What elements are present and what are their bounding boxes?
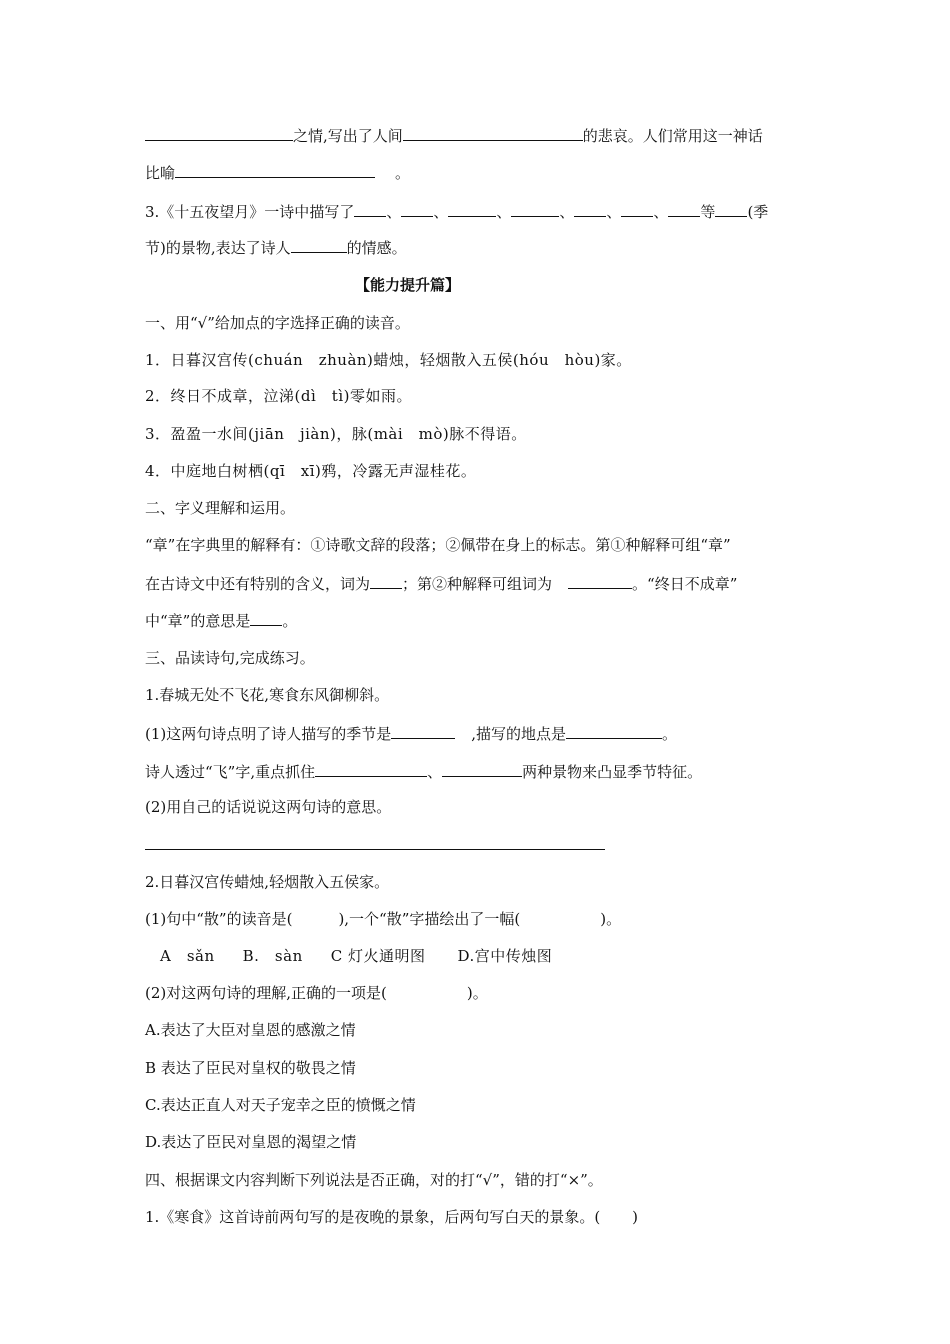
choice-d: D.表达了臣民对皇恩的渴望之情: [145, 1133, 357, 1151]
part4-item-1: 1.《寒食》这首诗前两句写的是夜晚的景象，后两句写白天的景象。( ): [145, 1208, 639, 1226]
answer-blank[interactable]: [403, 124, 583, 141]
answer-blank[interactable]: [391, 722, 455, 739]
option-d: D.宫中传烛图: [457, 947, 553, 965]
answer-blank[interactable]: [566, 722, 662, 739]
part1-item-1: 1．日暮汉宫传(chuán zhuàn)蜡烛，轻烟散入五侯(hóu hòu)家。: [145, 351, 632, 369]
answer-blank[interactable]: [354, 200, 386, 217]
answer-blank[interactable]: [448, 200, 496, 217]
option-c: C 灯火通明图: [330, 947, 426, 965]
part1-heading: 一、用“√”给加点的字选择正确的读音。: [145, 314, 410, 332]
section-title: 【能力提升篇】: [355, 276, 461, 294]
answer-blank[interactable]: [511, 200, 559, 217]
part1-item-2: 2．终日不成章，泣涕(dì tì)零如雨。: [145, 387, 412, 405]
part3-q1-line-2: 诗人透过“飞”字,重点抓住 、 两种景物来凸显季节特征。: [145, 760, 702, 780]
answer-blank[interactable]: [715, 200, 747, 217]
part4-heading: 四、根据课文内容判断下列说法是否正确，对的打“√”，错的打“×”。: [145, 1171, 603, 1189]
answer-blank[interactable]: [250, 609, 282, 626]
part3-q4: (2)对这两句诗的理解,正确的一项是( )。: [145, 984, 488, 1002]
myth-question-line-1: 之情,写出了人间 的悲哀。人们常用这一神话: [145, 124, 763, 144]
part3-q1-line-1: (1)这两句诗点明了诗人描写的季节是 ,描写的地点是 。: [145, 722, 677, 742]
option-a: A sǎn: [160, 947, 215, 965]
answer-blank[interactable]: [568, 572, 632, 589]
answer-line[interactable]: [145, 849, 605, 850]
part3-q3: (1)句中“散”的读音是( ),一个“散”字描绘出了一幅( )。: [145, 910, 622, 928]
part2-line-2: 在古诗文中还有特别的含义，词为 ；第②种解释可组词为 。“终日不成章”: [145, 572, 737, 592]
answer-blank[interactable]: [442, 760, 522, 777]
question-3-line-1: 3.《十五夜望月》一诗中描写了 、 、 、 、 、 、 等 (季: [145, 200, 768, 220]
option-b: B. sàn: [242, 947, 303, 965]
answer-blank[interactable]: [145, 124, 293, 141]
answer-blank[interactable]: [175, 161, 375, 178]
choice-c: C.表达正直人对天子宠幸之臣的愤慨之情: [145, 1096, 416, 1114]
part1-item-4: 4．中庭地白树栖(qī xī)鸦，冷露无声湿桂花。: [145, 462, 477, 480]
part3-options: [160, 946, 552, 966]
part2-heading: 二、字义理解和运用。: [145, 499, 296, 517]
part1-item-3: 3．盈盈一水间(jiān jiàn)，脉(mài mò)脉不得语。: [145, 425, 527, 443]
poem-line-1: 1.春城无处不飞花,寒食东风御柳斜。: [145, 686, 390, 704]
answer-blank[interactable]: [370, 572, 402, 589]
answer-blank[interactable]: [574, 200, 606, 217]
answer-blank[interactable]: [315, 760, 427, 777]
part3-heading: 三、品读诗句,完成练习。: [145, 649, 315, 667]
choice-a: A.表达了大臣对皇恩的感激之情: [145, 1021, 356, 1039]
question-3-line-2: 节)的景物,表达了诗人 的情感。: [145, 236, 407, 256]
part3-q2: (2)用自己的话说说这两句诗的意思。: [145, 798, 392, 816]
myth-question-line-2: 比喻 。: [145, 161, 410, 181]
choice-b: B 表达了臣民对皇权的敬畏之情: [145, 1059, 356, 1077]
part2-line-3: 中“章”的意思是 。: [145, 609, 297, 629]
answer-blank[interactable]: [401, 200, 433, 217]
answer-blank[interactable]: [621, 200, 653, 217]
answer-blank[interactable]: [291, 236, 347, 253]
part2-line-1: “章”在字典里的解释有：①诗歌文辞的段落；②佩带在身上的标志。第①种解释可组“章”: [145, 536, 731, 554]
answer-blank[interactable]: [668, 200, 700, 217]
poem-line-2: 2.日暮汉宫传蜡烛,轻烟散入五侯家。: [145, 873, 390, 891]
